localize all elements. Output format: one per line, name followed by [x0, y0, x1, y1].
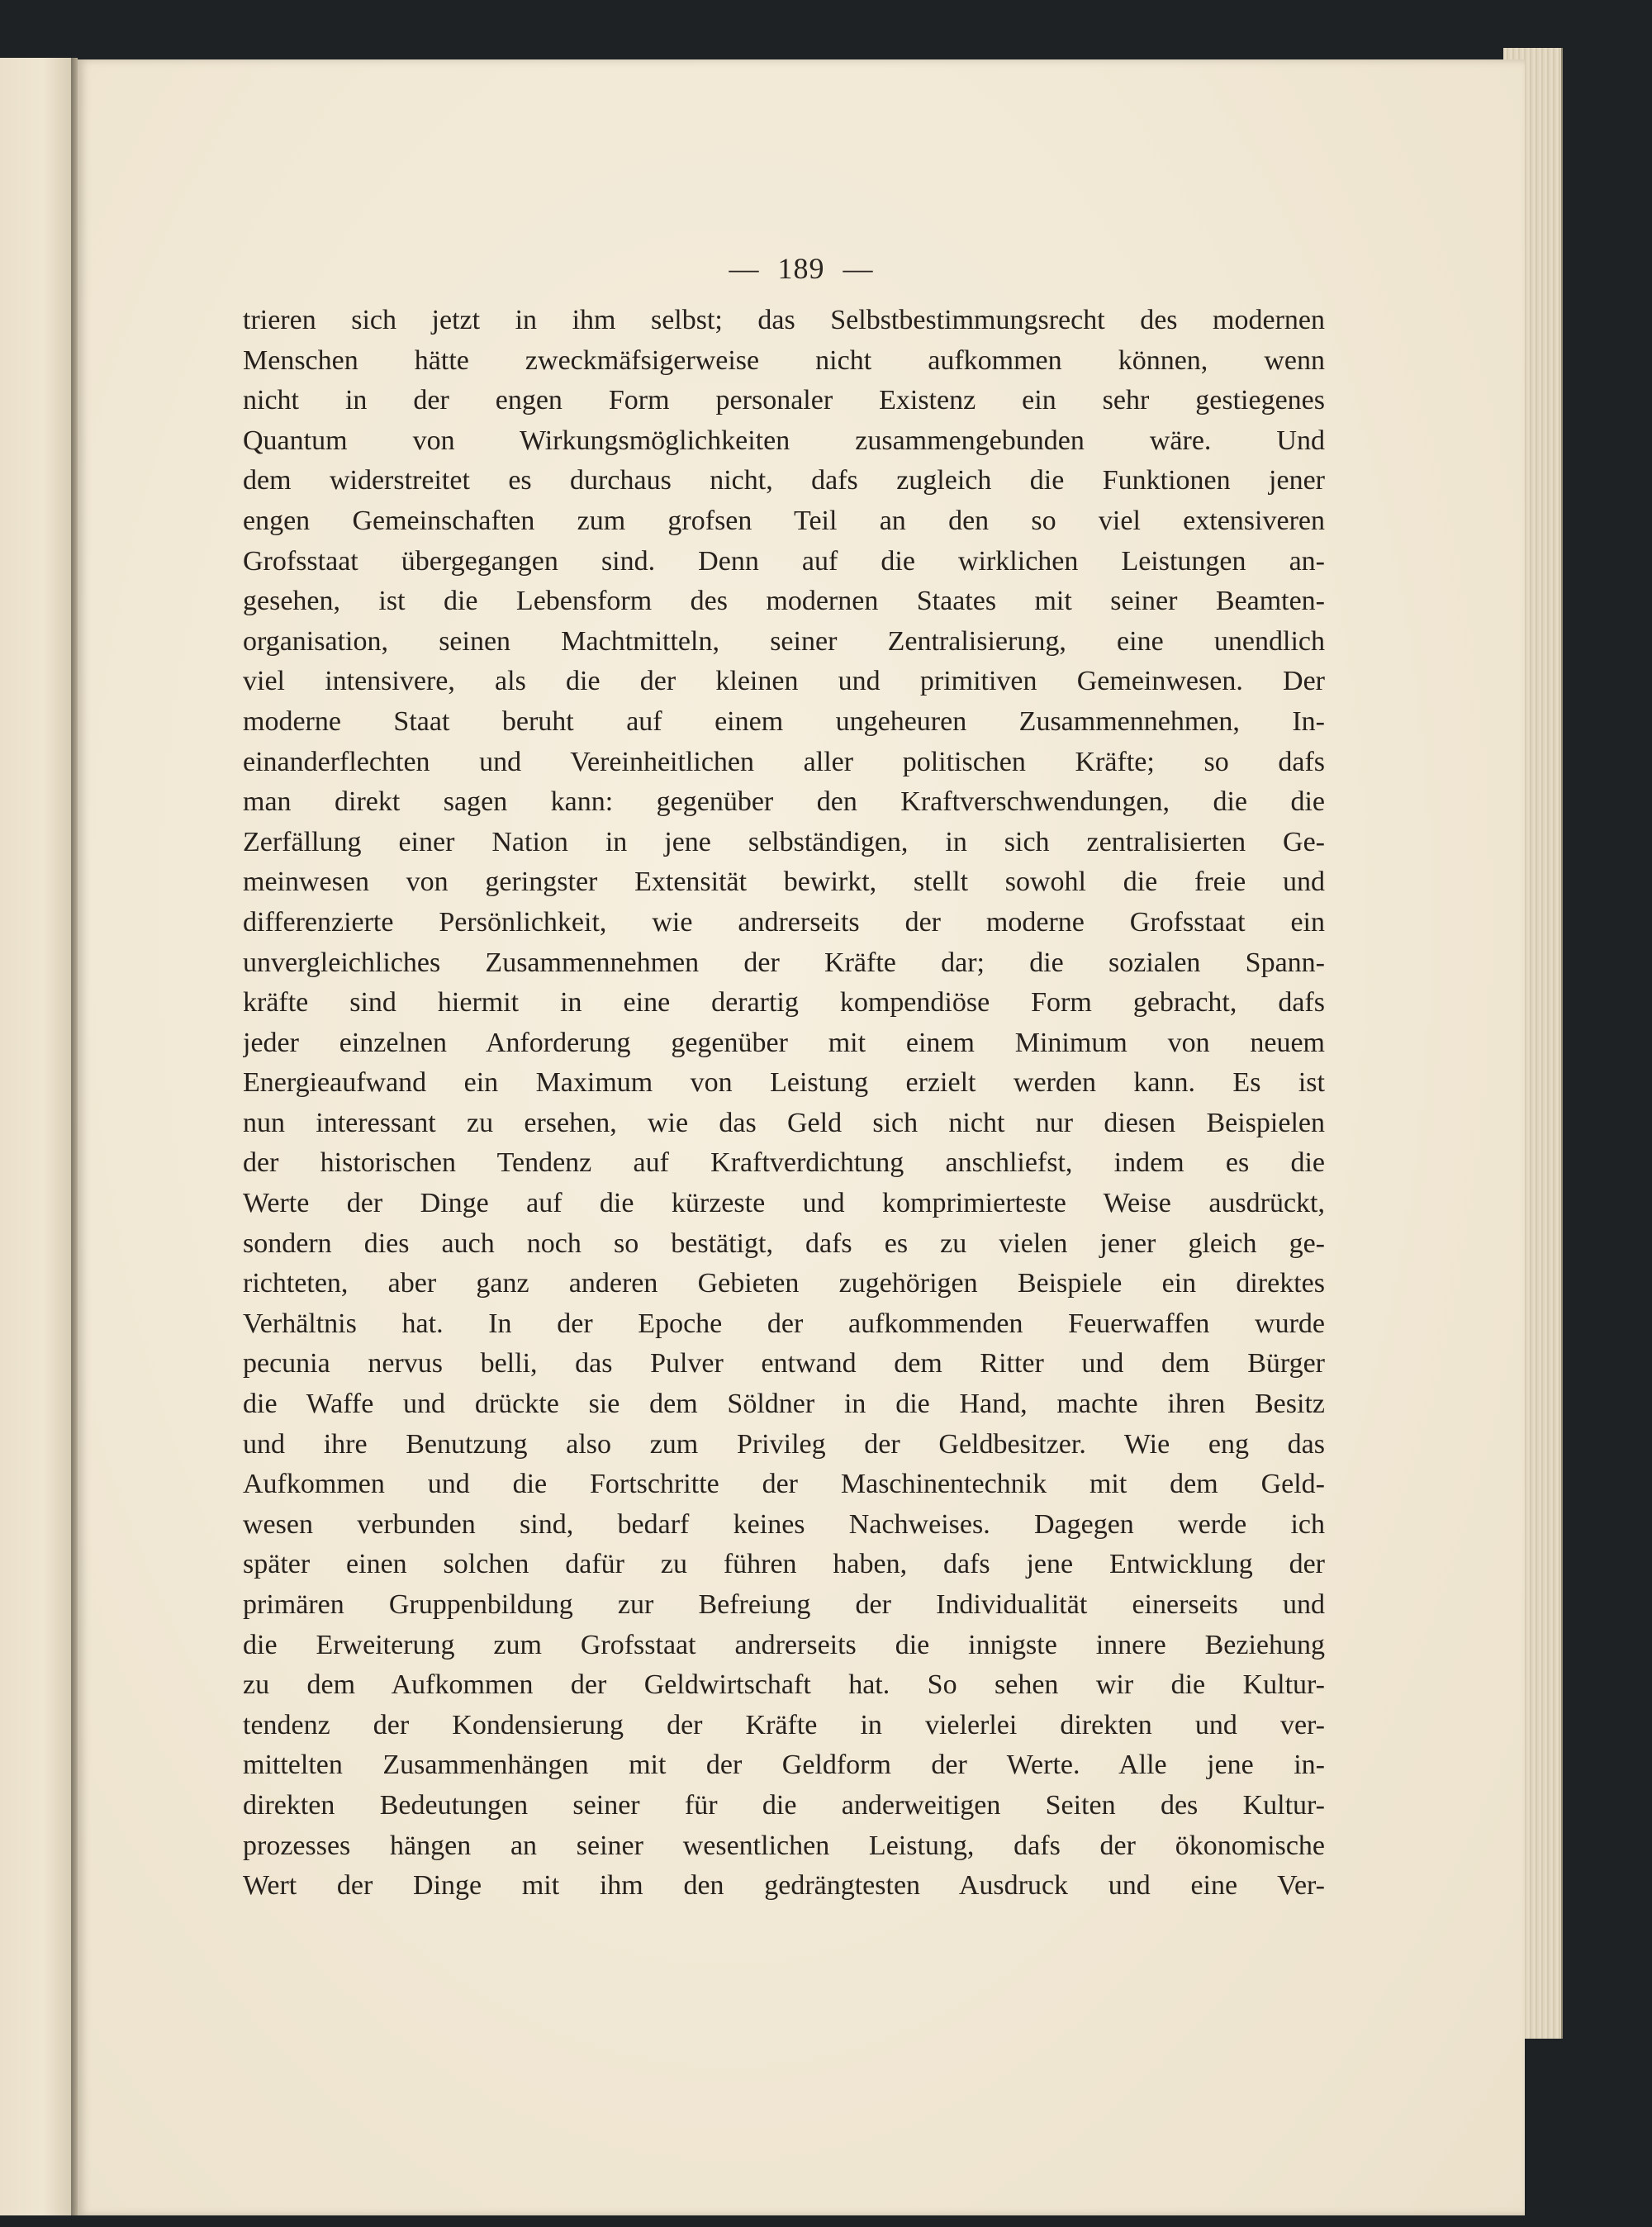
text-line: sondern dies auch noch so bestätigt, dafs es zu vielen jener gleich ge- — [243, 1227, 1325, 1259]
text-line: später einen solchen dafür zu führen haben, dafs jene Entwicklung der — [243, 1549, 1325, 1580]
text-line: die Erweiterung zum Grofsstaat andrerseits die innigste innere Beziehung — [243, 1629, 1325, 1660]
text-line: Menschen hätte zweckmäfsigerweise nicht aufkommen können, wenn — [243, 344, 1325, 376]
text-line: zu dem Aufkommen der Geldwirtschaft hat. So sehen wir die Kultur- — [243, 1669, 1325, 1701]
text-line: nun interessant zu ersehen, wie das Geld sich nicht nur diesen Beispielen — [243, 1107, 1325, 1138]
text-line: nicht in der engen Form personaler Existenz ein sehr gestiegenes — [243, 385, 1325, 416]
text-line: kräfte sind hiermit in eine derartig kompendiöse Form gebracht, dafs — [243, 987, 1325, 1019]
text-line: differenzierte Persönlichkeit, wie andrerseits der moderne Grofsstaat ein — [243, 906, 1325, 938]
text-line: moderne Staat beruht auf einem ungeheuren Zusammennehmen, In- — [243, 705, 1325, 737]
text-line: dem widerstreitet es durchaus nicht, dafs zugleich die Funktionen jener — [243, 465, 1325, 496]
text-line: richteten, aber ganz anderen Gebieten zugehörigen Beispiele ein direktes — [243, 1268, 1325, 1299]
text-line: meinwesen von geringster Extensität bewirkt, stellt sowohl die freie und — [243, 867, 1325, 898]
text-line: einanderflechten und Vereinheitlichen aller politischen Kräfte; so dafs — [243, 746, 1325, 777]
text-line: und ihre Benutzung also zum Privileg der Geldbesitzer. Wie eng das — [243, 1428, 1325, 1460]
text-line: mittelten Zusammenhängen mit der Geldform der Werte. Alle jene in- — [243, 1750, 1325, 1781]
text-line: Quantum von Wirkungsmöglichkeiten zusammengebunden wäre. Und — [243, 425, 1325, 456]
text-line: Energieaufwand ein Maximum von Leistung erzielt werden kann. Es ist — [243, 1067, 1325, 1099]
text-line: engen Gemeinschaften zum grofsen Teil an den so viel extensiveren — [243, 505, 1325, 536]
header-dash-left: — — [729, 252, 760, 285]
text-line: Wert der Dinge mit ihm den gedrängtesten Ausdruck und eine Ver- — [243, 1870, 1325, 1902]
text-line: der historischen Tendenz auf Kraftverdichtung anschliefst, indem es die — [243, 1147, 1325, 1179]
text-line: viel intensivere, als die der kleinen und primitiven Gemeinwesen. Der — [243, 666, 1325, 697]
text-line: prozesses hängen an seiner wesentlichen Leistung, dafs der ökonomische — [243, 1830, 1325, 1861]
text-line: Verhältnis hat. In der Epoche der aufkommenden Feuerwaffen wurde — [243, 1308, 1325, 1339]
page-number: 189 — [777, 252, 825, 285]
text-line: direkten Bedeutungen seiner für die anderweitigen Seiten des Kultur- — [243, 1789, 1325, 1821]
text-line: primären Gruppenbildung zur Befreiung der Individualität einerseits und — [243, 1589, 1325, 1620]
text-line: Aufkommen und die Fortschritte der Maschinentechnik mit dem Geld- — [243, 1469, 1325, 1500]
text-line: die Waffe und drückte sie dem Söldner in die Hand, machte ihren Besitz — [243, 1389, 1325, 1420]
text-line: Zerfällung einer Nation in jene selbständigen, in sich zentralisierten Ge- — [243, 826, 1325, 857]
book-gutter — [71, 58, 78, 2215]
text-line: pecunia nervus belli, das Pulver entwand dem Ritter und dem Bürger — [243, 1348, 1325, 1379]
header-dash-right: — — [843, 252, 874, 285]
left-page-edge — [0, 58, 73, 2215]
text-line: trieren sich jetzt in ihm selbst; das Selbstbestimmungsrecht des modernen — [243, 305, 1325, 335]
text-line: tendenz der Kondensierung der Kräfte in vielerlei direkten und ver- — [243, 1709, 1325, 1740]
text-line: Werte der Dinge auf die kürzeste und komprimierteste Weise ausdrückt, — [243, 1188, 1325, 1219]
text-line: organisation, seinen Machtmitteln, seiner Zentralisierung, eine unendlich — [243, 625, 1325, 657]
page-number-header — [78, 251, 1525, 286]
text-line: unvergleichliches Zusammennehmen der Kräfte dar; die sozialen Spann- — [243, 947, 1325, 978]
text-line: Grofsstaat übergegangen sind. Denn auf die wirklichen Leistungen an- — [243, 545, 1325, 577]
text-line: man direkt sagen kann: gegenüber den Kraftverschwendungen, die die — [243, 786, 1325, 818]
book-page — [78, 59, 1525, 2215]
text-line: gesehen, ist die Lebensform des modernen Staates mit seiner Beamten- — [243, 586, 1325, 617]
text-line: wesen verbunden sind, bedarf keines Nachweises. Dagegen werde ich — [243, 1508, 1325, 1540]
text-line: jeder einzelnen Anforderung gegenüber mit einem Minimum von neuem — [243, 1027, 1325, 1058]
body-text — [243, 301, 1325, 1906]
